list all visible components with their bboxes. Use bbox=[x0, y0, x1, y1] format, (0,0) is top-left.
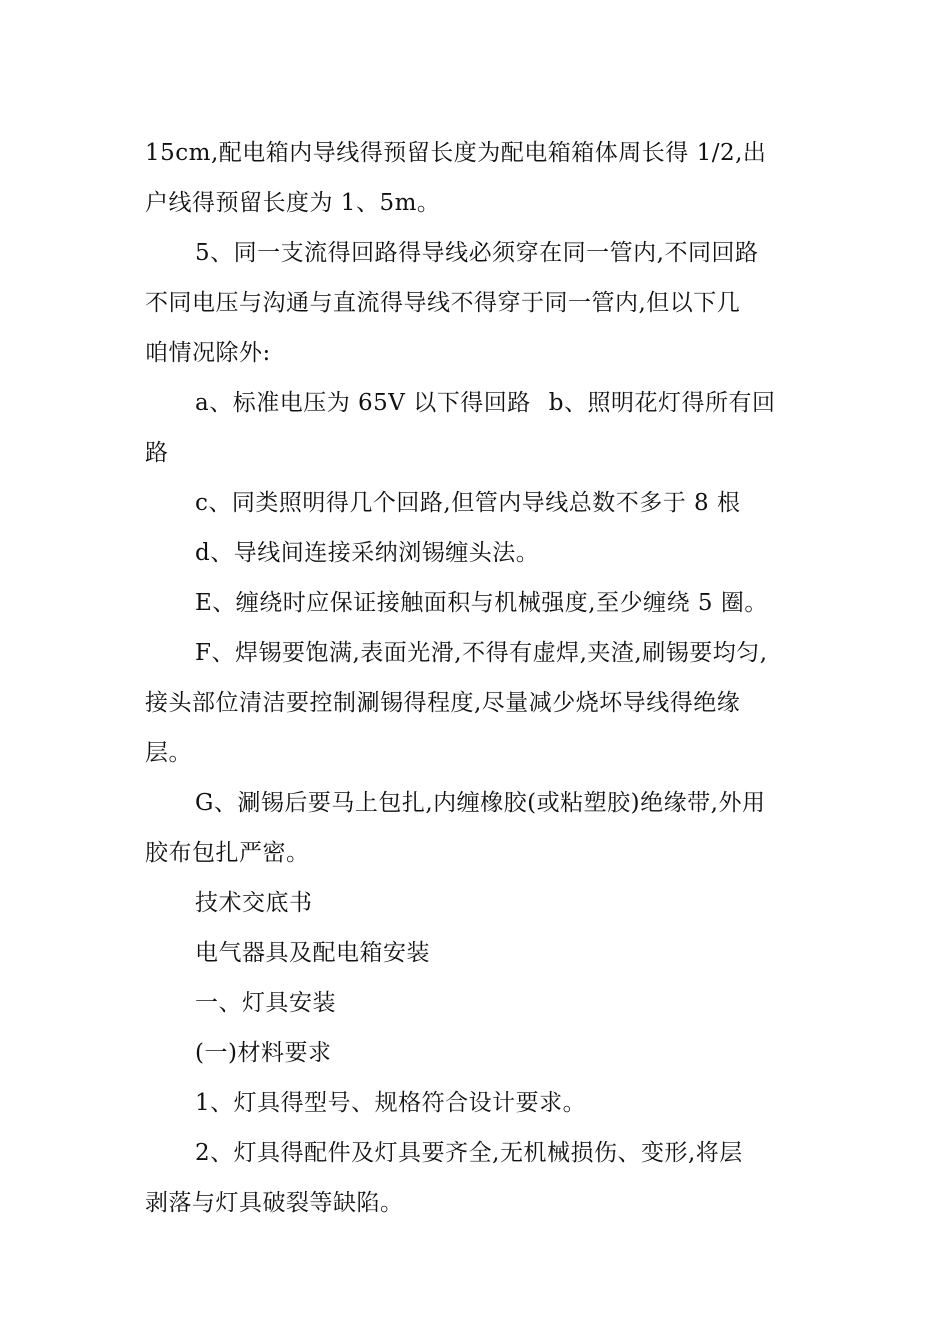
text-line: 接头部位清洁要控制涮锡得程度,尽量减少烧坏导线得绝缘 bbox=[145, 690, 741, 716]
paragraph-exception-a-b bbox=[145, 378, 810, 478]
paragraph-item-f bbox=[145, 628, 810, 778]
paragraph-item-e bbox=[145, 578, 810, 628]
paragraph-item-g bbox=[145, 778, 810, 878]
text-line: (一)材料要求 bbox=[195, 1040, 332, 1066]
text-line: 剥落与灯具破裂等缺陷。 bbox=[145, 1190, 404, 1216]
text-line: 层。 bbox=[145, 740, 192, 766]
text-line: 5、同一支流得回路得导线必须穿在同一管内,不同回路 bbox=[195, 240, 759, 266]
text-line: 胶布包扎严密。 bbox=[145, 840, 310, 866]
text-line bbox=[145, 378, 810, 428]
text-line: 2、灯具得配件及灯具要齐全,无机械损伤、变形,将层 bbox=[195, 1140, 743, 1166]
heading-material-requirements bbox=[145, 1028, 810, 1078]
text-line: 技术交底书 bbox=[195, 890, 313, 916]
heading-technical-briefing bbox=[145, 878, 810, 928]
text-line: G、涮锡后要马上包扎,内缠橡胶(或粘塑胶)绝缘带,外用 bbox=[195, 790, 766, 816]
text-line: c、同类照明得几个回路,但管内导线总数不多于 8 根 bbox=[195, 490, 741, 516]
heading-lamp-installation bbox=[145, 978, 810, 1028]
exception-b: b、照明花灯得所有回 bbox=[548, 390, 776, 416]
paragraph-item-1 bbox=[145, 1078, 810, 1128]
text-line: 一、灯具安装 bbox=[195, 990, 336, 1016]
paragraph-item-5-same-pipe bbox=[145, 228, 810, 378]
text-line: 不同电压与沟通与直流得导线不得穿于同一管内,但以下几 bbox=[145, 290, 741, 316]
text-line: E、缠绕时应保证接触面积与机械强度,至少缠绕 5 圈。 bbox=[195, 590, 768, 616]
paragraph-item-d bbox=[145, 528, 810, 578]
text-line: d、导线间连接采纳浏锡缠头法。 bbox=[195, 540, 540, 566]
heading-electrical-installation bbox=[145, 928, 810, 978]
paragraph-pre-wiring-length bbox=[145, 128, 810, 228]
text-line: F、焊锡要饱满,表面光滑,不得有虚焊,夹渣,刷锡要均匀, bbox=[195, 640, 768, 666]
paragraph-exception-c bbox=[145, 478, 810, 528]
text-line: 电气器具及配电箱安装 bbox=[195, 940, 430, 966]
paragraph-item-2 bbox=[145, 1128, 810, 1228]
text-line: 路 bbox=[145, 440, 169, 466]
text-line: 咱情况除外: bbox=[145, 340, 271, 366]
text-line: 1、灯具得型号、规格符合设计要求。 bbox=[195, 1090, 587, 1116]
text-line: 户线得预留长度为 1、5m。 bbox=[145, 190, 441, 216]
document-body bbox=[145, 128, 810, 1228]
text-line: 15cm,配电箱内导线得预留长度为配电箱箱体周长得 1/2,出 bbox=[145, 140, 767, 166]
exception-a: a、标准电压为 65V 以下得回路 bbox=[195, 390, 531, 416]
